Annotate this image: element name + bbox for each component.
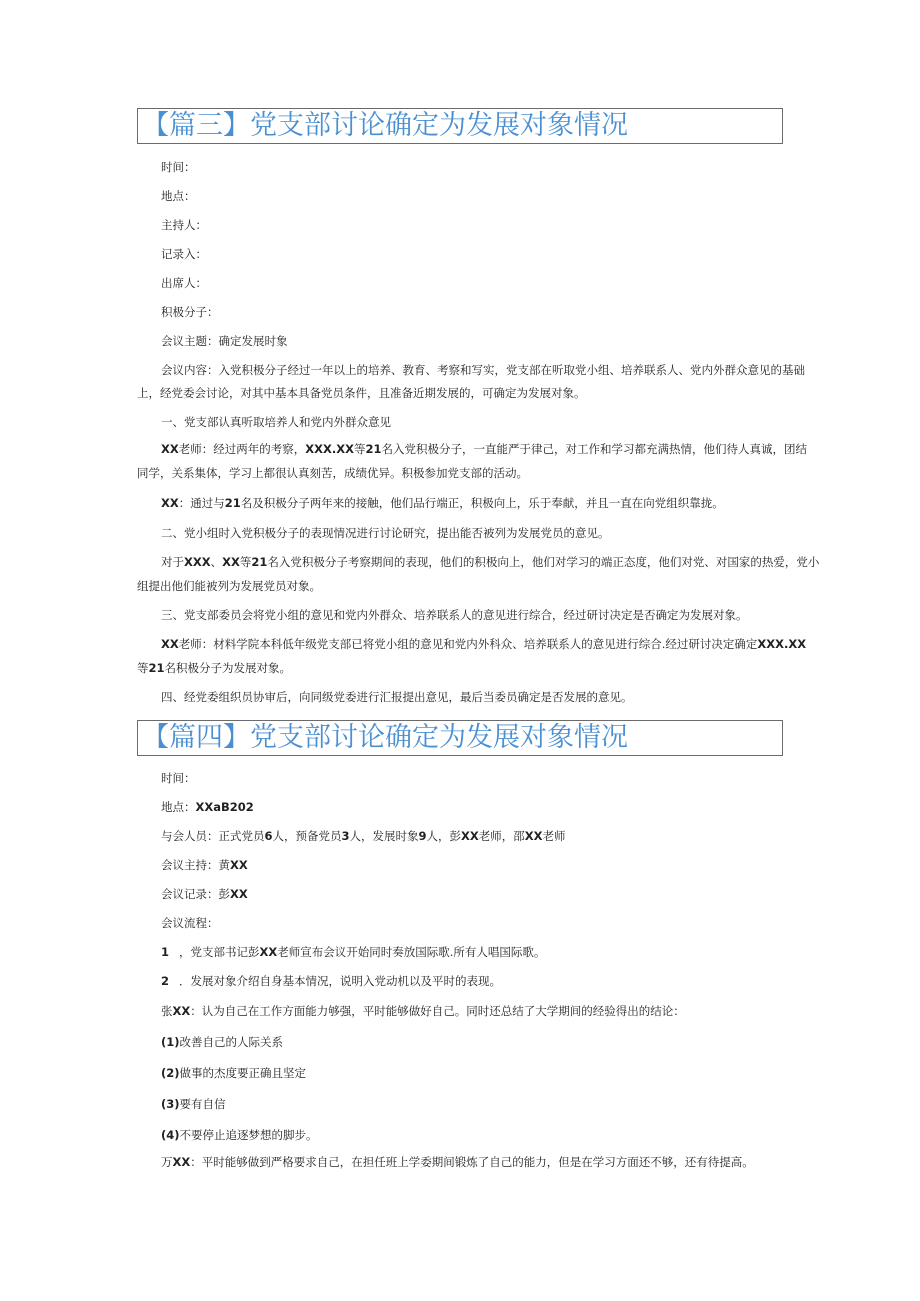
count-21: 21	[365, 442, 382, 456]
text: 地点：	[161, 800, 196, 814]
name-xx: XX	[172, 1155, 191, 1169]
s4-zhang	[161, 1004, 685, 1018]
text: 人，发展时象	[349, 829, 419, 843]
text: 做事的杰度要正确且坚定	[179, 1066, 307, 1080]
s3-item1: 一、党支部认真听取培养人和党内外群众意见	[161, 415, 391, 429]
count: 9	[418, 829, 427, 843]
s3-teacher2-para-line1	[161, 637, 806, 651]
text: 名入党积极分子考察期间的表现，他们的积极向上，他们对学习的端正态度，他们对党、对国家的热爱，党小	[267, 555, 820, 569]
text: 老师，邵	[478, 829, 525, 843]
s3-host: 主持人：	[161, 218, 207, 232]
s4-host	[161, 858, 248, 872]
point-number: (1)	[161, 1035, 180, 1049]
s3-content-line2: 上，经党委会讨论，对其中基本具备党员条件，且准备近期发展的，可确定为发展对象。	[137, 386, 586, 400]
s3-attendees: 出席人：	[161, 276, 207, 290]
s3-time: 时间：	[161, 160, 196, 174]
s3-xx-para	[161, 496, 724, 510]
text: ：平时能够做到严格要求自己，在担任班上学委期间锻炼了自己的能力，但是在学习方面还不够，还有待提高。	[190, 1155, 754, 1169]
text: 与会人员：正式党员	[161, 829, 265, 843]
text: ：通过与	[178, 496, 225, 510]
text: 会议记录：彭	[161, 887, 230, 901]
text: 等	[239, 555, 252, 569]
s3-item3: 三、党支部委员会将党小组的意见和党内外群众、培养联系人的意见进行综合，经过研讨决定是否确定为发展对象。	[161, 608, 748, 622]
name-xx: XX	[161, 496, 179, 510]
text: 老师：经过两年的考察，	[178, 442, 306, 456]
text: 万	[161, 1155, 173, 1169]
point-number: (2)	[161, 1066, 180, 1080]
count-21: 21	[148, 661, 165, 675]
point-number: (3)	[161, 1097, 180, 1111]
count: 3	[341, 829, 350, 843]
name-xx: XX	[230, 858, 248, 872]
s4-step1	[161, 945, 545, 959]
room-code: XXaB202	[195, 800, 254, 814]
text: 张	[161, 1004, 173, 1018]
name-xx: XX	[161, 637, 179, 651]
s3-item2: 二、党小组时入党积极分子的表现情况进行讨论研究，提出能否被列为发展党员的意见。	[161, 526, 610, 540]
name-xx: XX	[461, 829, 479, 843]
text: 不要停止追逐梦想的脚步。	[179, 1128, 318, 1142]
s3-group-para-line1	[161, 555, 819, 569]
text: 名入党积极分子，一直能严于律己，对工作和学习都充满热情，他们待人真诚，团结	[381, 442, 807, 456]
name-xx: XX	[259, 945, 278, 959]
text: 等	[353, 442, 366, 456]
s3-place: 地点：	[161, 189, 196, 203]
s3-item4: 四、经党委组织员协审后，向同级党委进行汇报提出意见，最后当委员确定是否发展的意见。	[161, 690, 633, 704]
count-21: 21	[251, 555, 268, 569]
s4-time: 时间：	[161, 771, 196, 785]
s3-group-para-line2: 组提出他们能被列为发展党员对象。	[137, 579, 321, 593]
text: 老师：材料学院本科低年级党支部已将党小组的意见和党内外科众、培养联系人的意见进行综合.经过研讨决定确定	[178, 637, 758, 651]
s3-recorder: 记录入：	[161, 247, 207, 261]
s4-recorder	[161, 887, 248, 901]
s3-theme: 会议主题：确定发展时象	[161, 334, 288, 348]
name-xx: XX	[230, 887, 248, 901]
count: 6	[264, 829, 273, 843]
s3-teacher2-para-line2	[137, 661, 291, 675]
s4-point4	[161, 1128, 318, 1142]
s4-flow: 会议流程：	[161, 916, 219, 930]
s4-point2	[161, 1066, 306, 1080]
section3-heading: 【篇三】党支部讨论确定为发展对象情况	[137, 108, 783, 144]
s4-step2	[161, 974, 501, 988]
s3-content-line1: 会议内容：入党积极分子经过一年以上的培养、教育、考察和写实，党支部在听取党小组、培养联系人、党内外群众意见的基础	[161, 363, 805, 377]
s3-teacher-para-line2: 同学，关系集体，学习上都很认真刻苦，成绩优异。积极参加党支部的活动。	[137, 466, 528, 480]
text: 老师宣布会议开始同时奏放国际歌.所有人唱国际歌。	[277, 945, 546, 959]
text: ：认为自己在工作方面能力够强，平时能够做好自己。同时还总结了大学期间的经验得出的结论：	[190, 1004, 685, 1018]
text: 对于	[161, 555, 184, 569]
name-xxx: XXX	[184, 555, 211, 569]
name-xx: XX	[524, 829, 543, 843]
name-xxx-xx: XXX.XX	[305, 442, 354, 456]
step-number: 2	[161, 974, 170, 988]
s4-wan	[161, 1155, 754, 1169]
s4-point1	[161, 1035, 283, 1049]
text: 老师	[542, 829, 566, 843]
text: 名及积极分子两年来的接触，他们品行端正，积极向上，乐于奉献，并且一直在向党组织靠拢。	[240, 496, 724, 510]
name-xx: XX	[161, 442, 179, 456]
point-number: (4)	[161, 1128, 180, 1142]
s4-point3	[161, 1097, 226, 1111]
name-xxx-xx: XXX.XX	[757, 637, 807, 651]
step-number: 1	[161, 945, 170, 959]
text: 名积极分子为发展对象。	[164, 661, 292, 675]
text: ．发展对象介绍自身基本情况，说明入党动机以及平时的表现。	[179, 974, 502, 988]
s4-place	[161, 800, 254, 814]
section4-heading: 【篇四】党支部讨论确定为发展对象情况	[137, 720, 783, 756]
text: 、	[210, 555, 223, 569]
count-21: 21	[224, 496, 241, 510]
text: 会议主持：黄	[161, 858, 230, 872]
text: 改善自己的人际关系	[179, 1035, 284, 1049]
text: 等	[137, 661, 149, 675]
text: ，党支部书记彭	[179, 945, 260, 959]
text: 要有自信	[179, 1097, 226, 1111]
s3-activists: 积极分子：	[161, 305, 219, 319]
s4-attendees	[161, 829, 566, 843]
name-xx: XX	[222, 555, 240, 569]
name-xx: XX	[172, 1004, 191, 1018]
text: 人，预备党员	[272, 829, 342, 843]
text: 人，彭	[426, 829, 462, 843]
s3-teacher-para-line1	[161, 442, 807, 456]
